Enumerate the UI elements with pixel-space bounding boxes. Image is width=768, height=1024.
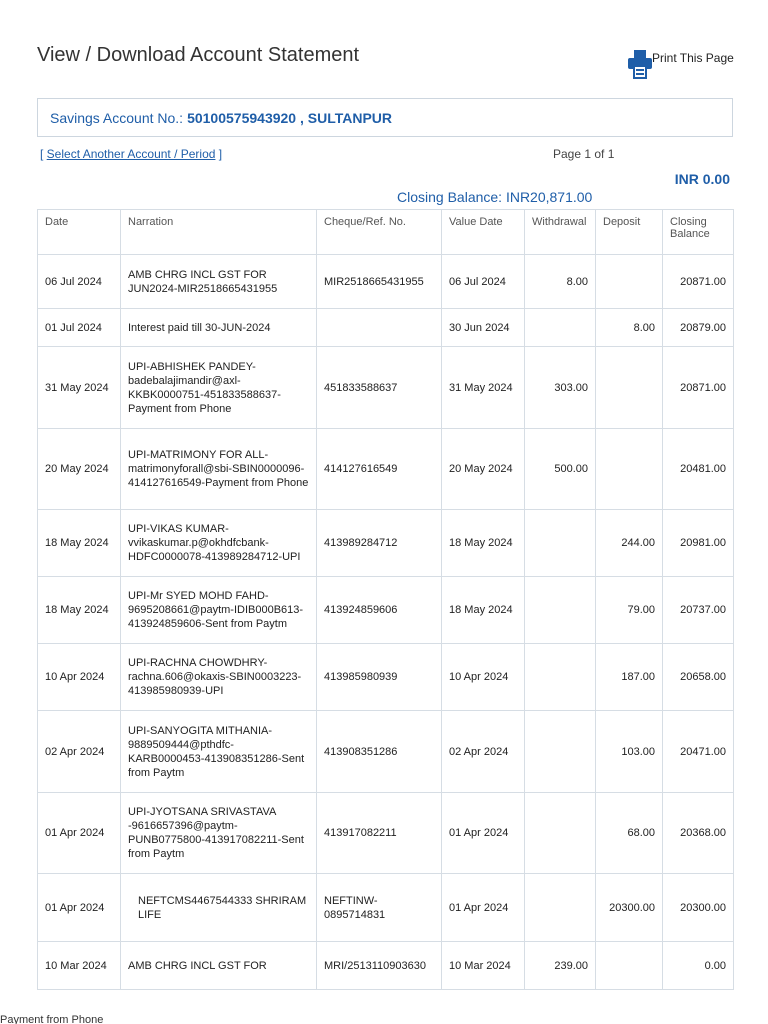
print-page-label: Print This Page xyxy=(652,51,734,65)
print-page-button[interactable] xyxy=(628,50,734,80)
row-withdrawal xyxy=(525,510,596,577)
row-value-date: 31 May 2024 xyxy=(442,347,525,429)
row-balance: 0.00 xyxy=(663,942,734,990)
row-balance: 20300.00 xyxy=(663,874,734,942)
row-value-date: 20 May 2024 xyxy=(442,429,525,510)
header-balance: Closing Balance xyxy=(663,210,734,255)
row-deposit: 244.00 xyxy=(596,510,663,577)
row-deposit: 187.00 xyxy=(596,644,663,711)
header-value-date: Value Date xyxy=(442,210,525,255)
row-date: 18 May 2024 xyxy=(38,577,121,644)
row-date: 02 Apr 2024 xyxy=(38,711,121,793)
row-balance: 20471.00 xyxy=(663,711,734,793)
row-withdrawal: 8.00 xyxy=(525,255,596,309)
row-date: 06 Jul 2024 xyxy=(38,255,121,309)
row-deposit: 79.00 xyxy=(596,577,663,644)
row-withdrawal xyxy=(525,644,596,711)
row-value-date: 30 Jun 2024 xyxy=(442,309,525,347)
table-row xyxy=(38,711,734,793)
row-narration: UPI-MATRIMONY FOR ALL-matrimonyforall@sbi-SBIN0000096-414127616549-Payment from Phone xyxy=(121,429,317,510)
row-ref: 413985980939 xyxy=(317,644,442,711)
row-ref xyxy=(317,309,442,347)
row-withdrawal xyxy=(525,874,596,942)
table-row xyxy=(38,942,734,990)
row-date: 10 Apr 2024 xyxy=(38,644,121,711)
row-ref: 413989284712 xyxy=(317,510,442,577)
row-date: 20 May 2024 xyxy=(38,429,121,510)
page-title: View / Download Account Statement xyxy=(37,44,360,66)
header-withdrawal: Withdrawal xyxy=(525,210,596,255)
select-account-row xyxy=(40,147,222,161)
table-row xyxy=(38,644,734,711)
row-narration: UPI-VIKAS KUMAR-vvikaskumar.p@okhdfcbank-HDFC0000078-413989284712-UPI xyxy=(121,510,317,577)
table-row xyxy=(38,793,734,874)
table-row xyxy=(38,510,734,577)
bracket-close: ] xyxy=(215,147,223,161)
header-ref: Cheque/Ref. No. xyxy=(317,210,442,255)
row-ref: 451833588637 xyxy=(317,347,442,429)
row-balance: 20871.00 xyxy=(663,255,734,309)
row-ref: 414127616549 xyxy=(317,429,442,510)
row-balance: 20368.00 xyxy=(663,793,734,874)
row-balance: 20658.00 xyxy=(663,644,734,711)
bracket-open: [ xyxy=(40,147,47,161)
header-date: Date xyxy=(38,210,121,255)
row-narration: AMB CHRG INCL GST FOR JUN2024-MIR2518665431955 xyxy=(121,255,317,309)
row-ref: MIR2518665431955 xyxy=(317,255,442,309)
row-ref: MRI/2513110903630 xyxy=(317,942,442,990)
row-ref: 413908351286 xyxy=(317,711,442,793)
row-balance: 20871.00 xyxy=(663,347,734,429)
row-narration: NEFTCMS4467544333 SHRIRAM LIFE xyxy=(121,874,317,942)
row-date: 01 Jul 2024 xyxy=(38,309,121,347)
row-value-date: 06 Jul 2024 xyxy=(442,255,525,309)
row-deposit: 68.00 xyxy=(596,793,663,874)
row-withdrawal xyxy=(525,793,596,874)
row-ref: 413924859606 xyxy=(317,577,442,644)
row-balance: 20481.00 xyxy=(663,429,734,510)
row-date: 10 Mar 2024 xyxy=(38,942,121,990)
row-date: 31 May 2024 xyxy=(38,347,121,429)
row-narration: UPI-JYOTSANA SRIVASTAVA -9616657396@paytm-PUNB0775800-413917082211-Sent from Paytm xyxy=(121,793,317,874)
account-label: Savings Account No.: xyxy=(50,109,184,126)
row-balance: 20737.00 xyxy=(663,577,734,644)
printer-icon xyxy=(628,50,652,80)
row-narration: Interest paid till 30-JUN-2024 xyxy=(121,309,317,347)
row-date: 01 Apr 2024 xyxy=(38,793,121,874)
table-header-row xyxy=(38,210,734,255)
row-value-date: 02 Apr 2024 xyxy=(442,711,525,793)
table-row xyxy=(38,255,734,309)
select-account-link[interactable]: Select Another Account / Period xyxy=(46,147,216,161)
account-info-box xyxy=(37,98,733,137)
row-deposit xyxy=(596,942,663,990)
row-value-date: 18 May 2024 xyxy=(442,577,525,644)
row-deposit: 103.00 xyxy=(596,711,663,793)
row-narration: UPI-SANYOGITA MITHANIA-9889509444@pthdfc-KARB0000453-413908351286-Sent from Paytm xyxy=(121,711,317,793)
table-row xyxy=(38,347,734,429)
row-withdrawal: 500.00 xyxy=(525,429,596,510)
row-withdrawal xyxy=(525,309,596,347)
statement-table xyxy=(37,209,734,990)
row-ref: NEFTINW-0895714831 xyxy=(317,874,442,942)
row-date: 18 May 2024 xyxy=(38,510,121,577)
row-balance: 20981.00 xyxy=(663,510,734,577)
table-row xyxy=(38,429,734,510)
table-row xyxy=(38,577,734,644)
row-deposit xyxy=(596,347,663,429)
row-deposit xyxy=(596,255,663,309)
inr-total: INR 0.00 xyxy=(674,171,730,187)
row-deposit xyxy=(596,429,663,510)
row-balance: 20879.00 xyxy=(663,309,734,347)
table-row xyxy=(38,309,734,347)
row-narration: UPI-RACHNA CHOWDHRY-rachna.606@okaxis-SBIN0003223-413985980939-UPI xyxy=(121,644,317,711)
header-deposit: Deposit xyxy=(596,210,663,255)
closing-balance: Closing Balance: INR20,871.00 xyxy=(397,189,593,205)
row-withdrawal: 303.00 xyxy=(525,347,596,429)
row-date: 01 Apr 2024 xyxy=(38,874,121,942)
row-withdrawal xyxy=(525,711,596,793)
row-deposit: 8.00 xyxy=(596,309,663,347)
row-value-date: 10 Mar 2024 xyxy=(442,942,525,990)
table-row xyxy=(38,874,734,942)
row-value-date: 18 May 2024 xyxy=(442,510,525,577)
footer-overflow-text: Payment from Phone xyxy=(0,1014,104,1024)
row-narration: UPI-ABHISHEK PANDEY-badebalajimandir@axl-KKBK0000751-451833588637-Payment from Phone xyxy=(121,347,317,429)
row-ref: 413917082211 xyxy=(317,793,442,874)
page-indicator: Page 1 of 1 xyxy=(553,147,615,161)
row-narration: AMB CHRG INCL GST FOR xyxy=(121,942,317,990)
row-value-date: 01 Apr 2024 xyxy=(442,874,525,942)
row-value-date: 10 Apr 2024 xyxy=(442,644,525,711)
row-deposit: 20300.00 xyxy=(596,874,663,942)
account-value: 50100575943920 , SULTANPUR xyxy=(187,109,393,126)
row-withdrawal xyxy=(525,577,596,644)
row-withdrawal: 239.00 xyxy=(525,942,596,990)
header-narration: Narration xyxy=(121,210,317,255)
row-narration: UPI-Mr SYED MOHD FAHD-9695208661@paytm-IDIB000B613-413924859606-Sent from Paytm xyxy=(121,577,317,644)
row-value-date: 01 Apr 2024 xyxy=(442,793,525,874)
